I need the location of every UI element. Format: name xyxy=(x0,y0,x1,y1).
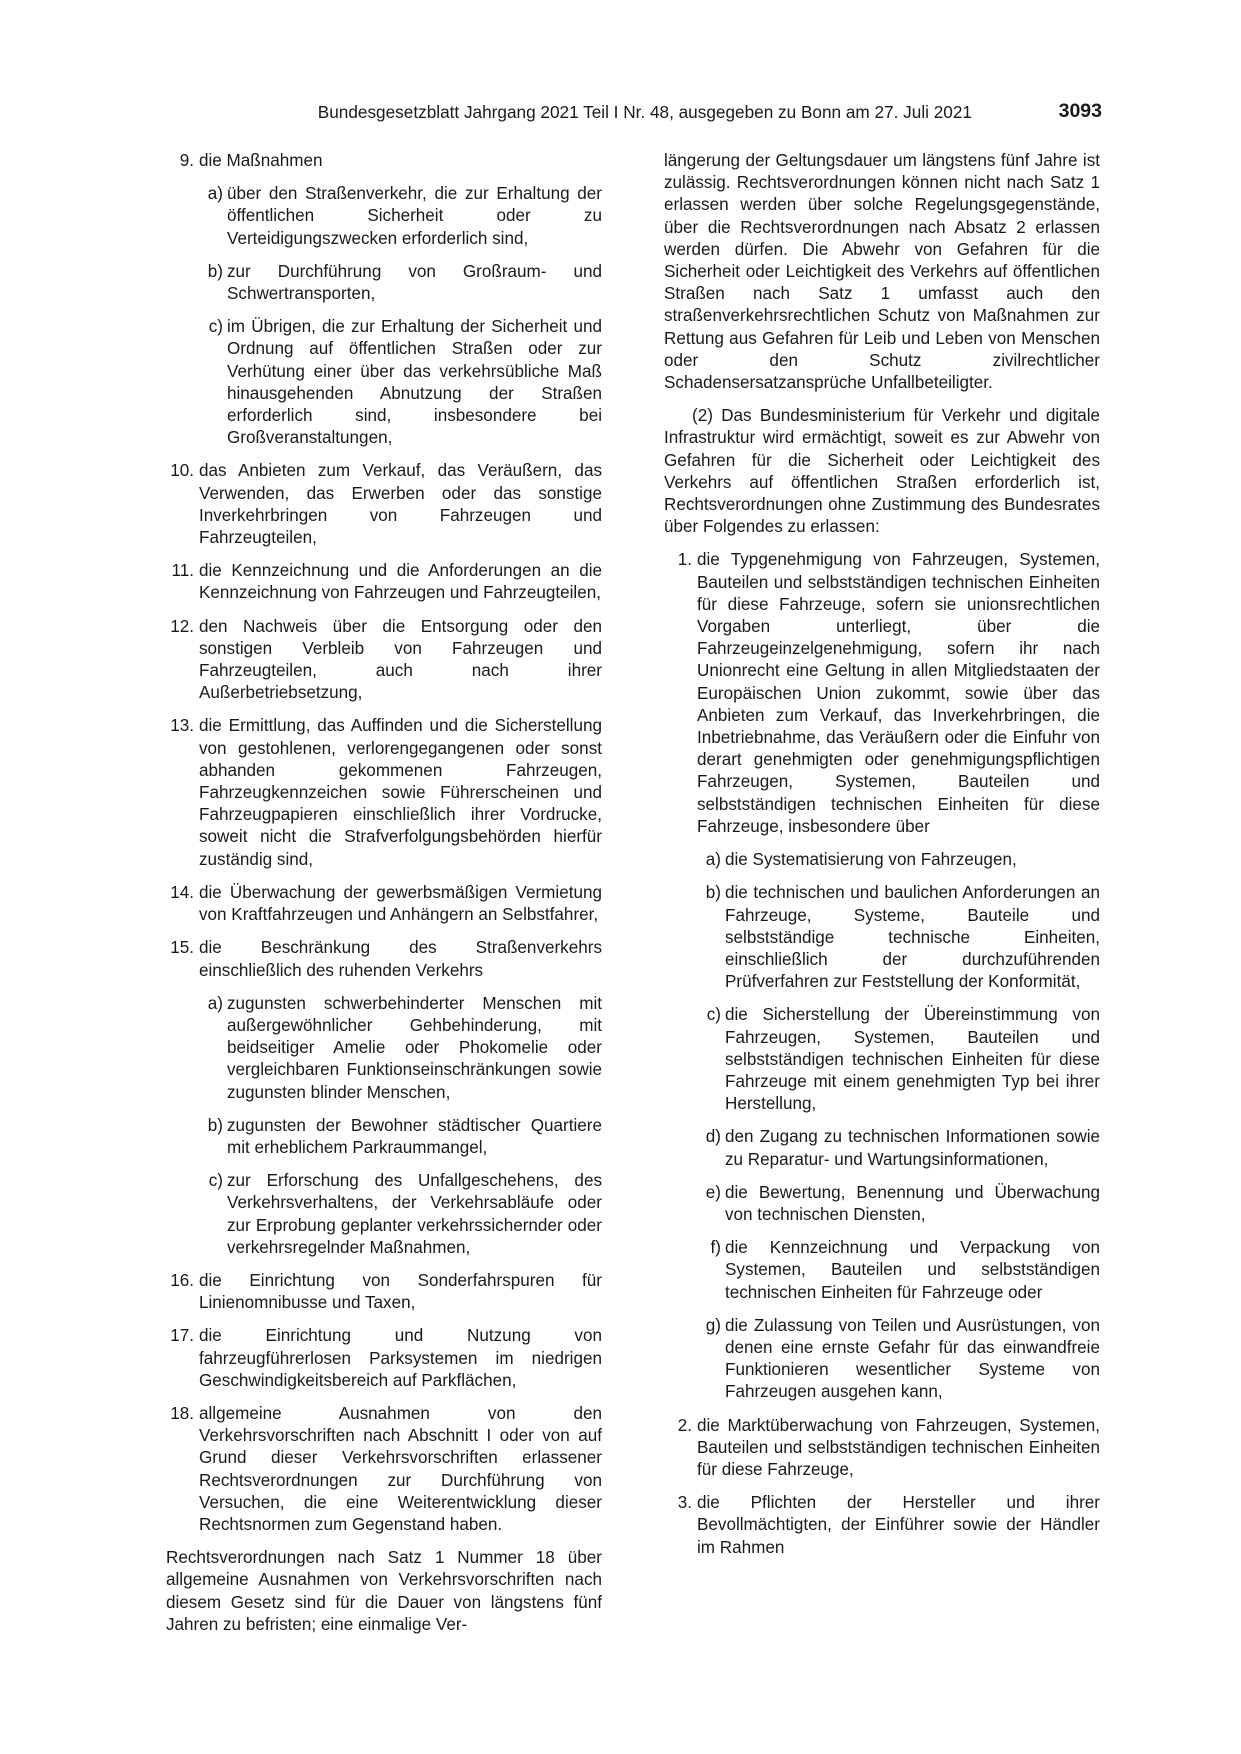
list-item-1 xyxy=(664,549,1100,1403)
sub-item-label: a) xyxy=(207,993,223,1013)
sub-item-label: b) xyxy=(207,1115,223,1135)
item-number: 15. xyxy=(170,938,194,958)
sub-item-label: c) xyxy=(208,1171,223,1191)
sub-item-g xyxy=(697,1315,1100,1404)
sub-item-text: zugunsten schwerbehinderter Menschen mit außergewöhnlicher Gehbehinderung, mit beidseitiger Amelie oder Phokomelie oder vergleichbaren Funktionseinschränkungen sowie zugunsten blinder Menschen, xyxy=(227,993,602,1102)
sub-item-a xyxy=(199,993,602,1104)
sub-item-label: a) xyxy=(705,850,721,870)
item-number: 10. xyxy=(170,461,194,481)
sub-item-b xyxy=(697,882,1100,993)
sub-item-label: c) xyxy=(208,317,223,337)
item-text: die Einrichtung von Sonderfahrspuren für Linienomnibusse und Taxen, xyxy=(199,1270,602,1313)
sub-item-c xyxy=(199,1170,602,1259)
sub-item-text: zur Erforschung des Unfallgeschehens, des Verkehrsverhaltens, der Verkehrsabläufe oder zur Erprobung geplanter verkehrssichernder oder verkehrsregelnder Maßnahmen, xyxy=(227,1171,602,1257)
list-item-16 xyxy=(166,1270,602,1314)
item-number: 16. xyxy=(170,1270,194,1290)
sub-item-b xyxy=(199,261,602,305)
left-column xyxy=(166,150,602,1636)
right-column xyxy=(664,150,1100,1570)
sub-item-b xyxy=(199,1115,602,1159)
item-text: die Marktüberwachung von Fahrzeugen, Systemen, Bauteilen und selbstständigen technischen Einheiten für diese Fahrzeuge, xyxy=(697,1415,1100,1479)
sub-item-text: zur Durchführung von Großraum- und Schwertransporten, xyxy=(227,261,602,304)
sub-item-label: c) xyxy=(706,1005,721,1025)
sub-item-text: im Übrigen, die zur Erhaltung der Sicherheit und Ordnung auf öffentlichen Straßen oder zur Verhütung einer über das verkehrsübliche Maß hinausgehenden Abnutzung der Straßen erforderlich sind, insbesondere bei Großveranstaltungen, xyxy=(227,317,602,448)
item-text: die Pflichten der Hersteller und ihrer Bevollmächtigten, der Einführer sowie der Händler im Rahmen xyxy=(697,1493,1100,1557)
sub-item-text: über den Straßenverkehr, die zur Erhaltung der öffentlichen Sicherheit oder zu Verteidigungszwecken erforderlich sind, xyxy=(227,184,602,248)
list-item-15 xyxy=(166,937,602,1259)
item-number: 18. xyxy=(170,1403,194,1423)
item-text: das Anbieten zum Verkauf, das Veräußern, das Verwenden, das Erwerben oder das sonstige Inverkehrbringen von Fahrzeugen und Fahrzeugteilen, xyxy=(199,461,602,548)
sub-item-a xyxy=(697,849,1100,871)
item-number: 14. xyxy=(170,882,194,902)
sub-item-text: die Systematisierung von Fahrzeugen, xyxy=(725,850,1017,870)
item-text: die Einrichtung und Nutzung von fahrzeugführerlosen Parksystemen im niedrigen Geschwindigkeitsbereich auf Parkflächen, xyxy=(199,1326,602,1390)
list-item-3 xyxy=(664,1492,1100,1559)
sub-item-label: d) xyxy=(705,1127,721,1147)
item-number: 17. xyxy=(170,1326,194,1346)
item-text: die Beschränkung des Straßenverkehrs einschließlich des ruhenden Verkehrs xyxy=(199,938,602,980)
list-item-12 xyxy=(166,616,602,705)
list-item-18 xyxy=(166,1403,602,1536)
item-number: 2. xyxy=(677,1415,692,1435)
page-header xyxy=(0,99,1241,125)
sub-item-label: g) xyxy=(705,1315,721,1335)
item-text: den Nachweis über die Entsorgung oder den sonstigen Verbleib von Fahrzeugen und Fahrzeugteilen, auch nach ihrer Außerbetriebsetzung, xyxy=(199,616,602,703)
item-text: die Überwachung der gewerbsmäßigen Vermietung von Kraftfahrzeugen und Anhängern an Selbstfahrer, xyxy=(199,882,602,925)
item-text: die Typgenehmigung von Fahrzeugen, Systemen, Bauteilen und selbstständigen technischen Einheiten für diese Fahrzeuge, sofern sie unionsrechtlichen Vorgaben unterliegt, über die Fahrzeugeinzelgenehmigung, sofern ihr nach Unionrecht eine Geltung in allen Mitgliedstaaten der Europäischen Union zukommt, sowie über das Anbieten zum Verkauf, das Inverkehrbringen, die Inbetriebnahme, das Veräußern oder die Einfuhr von derart genehmigten oder genehmigungspflichtigen Fahrzeugen, Systemen, Bauteilen und selbstständigen technischen Einheiten für diese Fahrzeuge, insbesondere über xyxy=(697,550,1100,836)
sub-item-text: die Kennzeichnung und Verpackung von Systemen, Bauteilen und selbstständigen technischen Einheiten für Fahrzeuge oder xyxy=(725,1238,1100,1302)
item-number: 9. xyxy=(179,151,194,170)
sub-item-text: zugunsten der Bewohner städtischer Quartiere mit erheblichem Parkraummangel, xyxy=(227,1115,602,1157)
list-item-17 xyxy=(166,1325,602,1392)
sub-item-label: b) xyxy=(705,883,721,903)
list-item-2 xyxy=(664,1415,1100,1482)
header-title: Bundesgesetzblatt Jahrgang 2021 Teil I Nr. 48, ausgegeben zu Bonn am 27. Juli 2021 xyxy=(317,102,972,122)
sub-item-label: f) xyxy=(710,1238,721,1258)
item-text: die Ermittlung, das Auffinden und die Sicherstellung von gestohlenen, verlorengegangenen oder sonst abhanden gekommenen Fahrzeugen, Fahrzeugkennzeichen sowie Führerscheinen und Fahrzeugpapieren einschließlich ihrer Vordrucke, soweit nicht die Strafverfolgungsbehörden hierfür zuständig sind, xyxy=(199,716,602,869)
sub-item-label: e) xyxy=(705,1182,721,1202)
page-number: 3093 xyxy=(1058,100,1102,122)
sub-item-text: den Zugang zu technischen Informationen sowie zu Reparatur- und Wartungsinformationen, xyxy=(725,1127,1100,1169)
item-number: 11. xyxy=(171,561,194,581)
sub-item-label: b) xyxy=(207,261,223,281)
list-item-11 xyxy=(166,560,602,604)
sub-item-e xyxy=(697,1182,1100,1226)
sub-item-text: die Zulassung von Teilen und Ausrüstungen, von denen eine ernste Gefahr für das einwandfreie Funktionieren wesentlicher Systeme von Fahrzeugen ausgehen kann, xyxy=(725,1315,1100,1402)
item-text: die Kennzeichnung und die Anforderungen an die Kennzeichnung von Fahrzeugen und Fahrzeugteilen, xyxy=(199,561,602,603)
sub-item-a xyxy=(199,183,602,250)
list-item-14 xyxy=(166,882,602,926)
list-item-10 xyxy=(166,460,602,549)
item-number: 1. xyxy=(677,550,692,570)
sub-item-text: die Bewertung, Benennung und Überwachung von technischen Diensten, xyxy=(725,1182,1100,1224)
sub-item-text: die Sicherstellung der Übereinstimmung von Fahrzeugen, Systemen, Bauteilen und selbstständigen technischen Einheiten für diese Fahrzeuge mit einem genehmigten Typ bei ihrer Herstellung, xyxy=(725,1005,1100,1114)
closing-paragraph: Rechtsverordnungen nach Satz 1 Nummer 18 über allgemeine Ausnahmen von Verkehrsvorschriften nach diesem Gesetz sind für die Dauer von längstens fünf Jahren zu befristen; eine einmalige Ver- xyxy=(166,1548,602,1634)
list-item-9 xyxy=(166,150,602,449)
sub-item-d xyxy=(697,1126,1100,1170)
paragraph-2: (2) Das Bundesministerium für Verkehr und digitale Infrastruktur wird ermächtigt, soweit es zur Abwehr von Gefahren für die Sicherheit oder Leichtigkeit des Verkehrs auf öffentlichen Straßen erforderlich ist, Rechtsverordnungen ohne Zustimmung des Bundesrates über Folgendes zu erlassen: xyxy=(664,406,1100,537)
item-number: 3. xyxy=(677,1493,692,1513)
item-text: allgemeine Ausnahmen von den Verkehrsvorschriften nach Abschnitt I oder von auf Grund dieser Verkehrsvorschriften erlassener Rechtsverordnungen zur Durchführung von Versuchen, die eine Weiterentwicklung dieser Rechtsnormen zum Gegenstand haben. xyxy=(199,1403,602,1534)
item-number: 12. xyxy=(170,616,194,636)
sub-item-f xyxy=(697,1237,1100,1304)
item-number: 13. xyxy=(170,716,194,736)
sub-item-text: die technischen und baulichen Anforderungen an Fahrzeuge, Systeme, Bauteile und selbstständige technische Einheiten, einschließlich der durchzuführenden Prüfverfahren zur Feststellung der Konformität, xyxy=(725,883,1100,992)
sub-item-label: a) xyxy=(207,184,223,204)
sub-item-c xyxy=(697,1004,1100,1115)
item-text: die Maßnahmen xyxy=(199,151,323,170)
list-item-13 xyxy=(166,715,602,870)
continuation-paragraph: längerung der Geltungsdauer um längstens fünf Jahre ist zulässig. Rechtsverordnungen können nicht nach Satz 1 erlassen werden über solche Regelungsgegenstände, über die Rechtsverordnungen nach Absatz 2 erlassen werden dürfen. Die Abwehr von Gefahren für die Sicherheit oder Leichtigkeit des Verkehrs auf öffentlichen Straßen nach Satz 1 umfasst auch den straßenverkehrsrechtlichen Schutz von Maßnahmen zur Rettung aus Gefahren für Leib und Leben von Menschen oder den Schutz zivilrechtlicher Schadensersatzansprüche Unfallbeteiligter. xyxy=(664,151,1100,393)
sub-item-c xyxy=(199,316,602,449)
